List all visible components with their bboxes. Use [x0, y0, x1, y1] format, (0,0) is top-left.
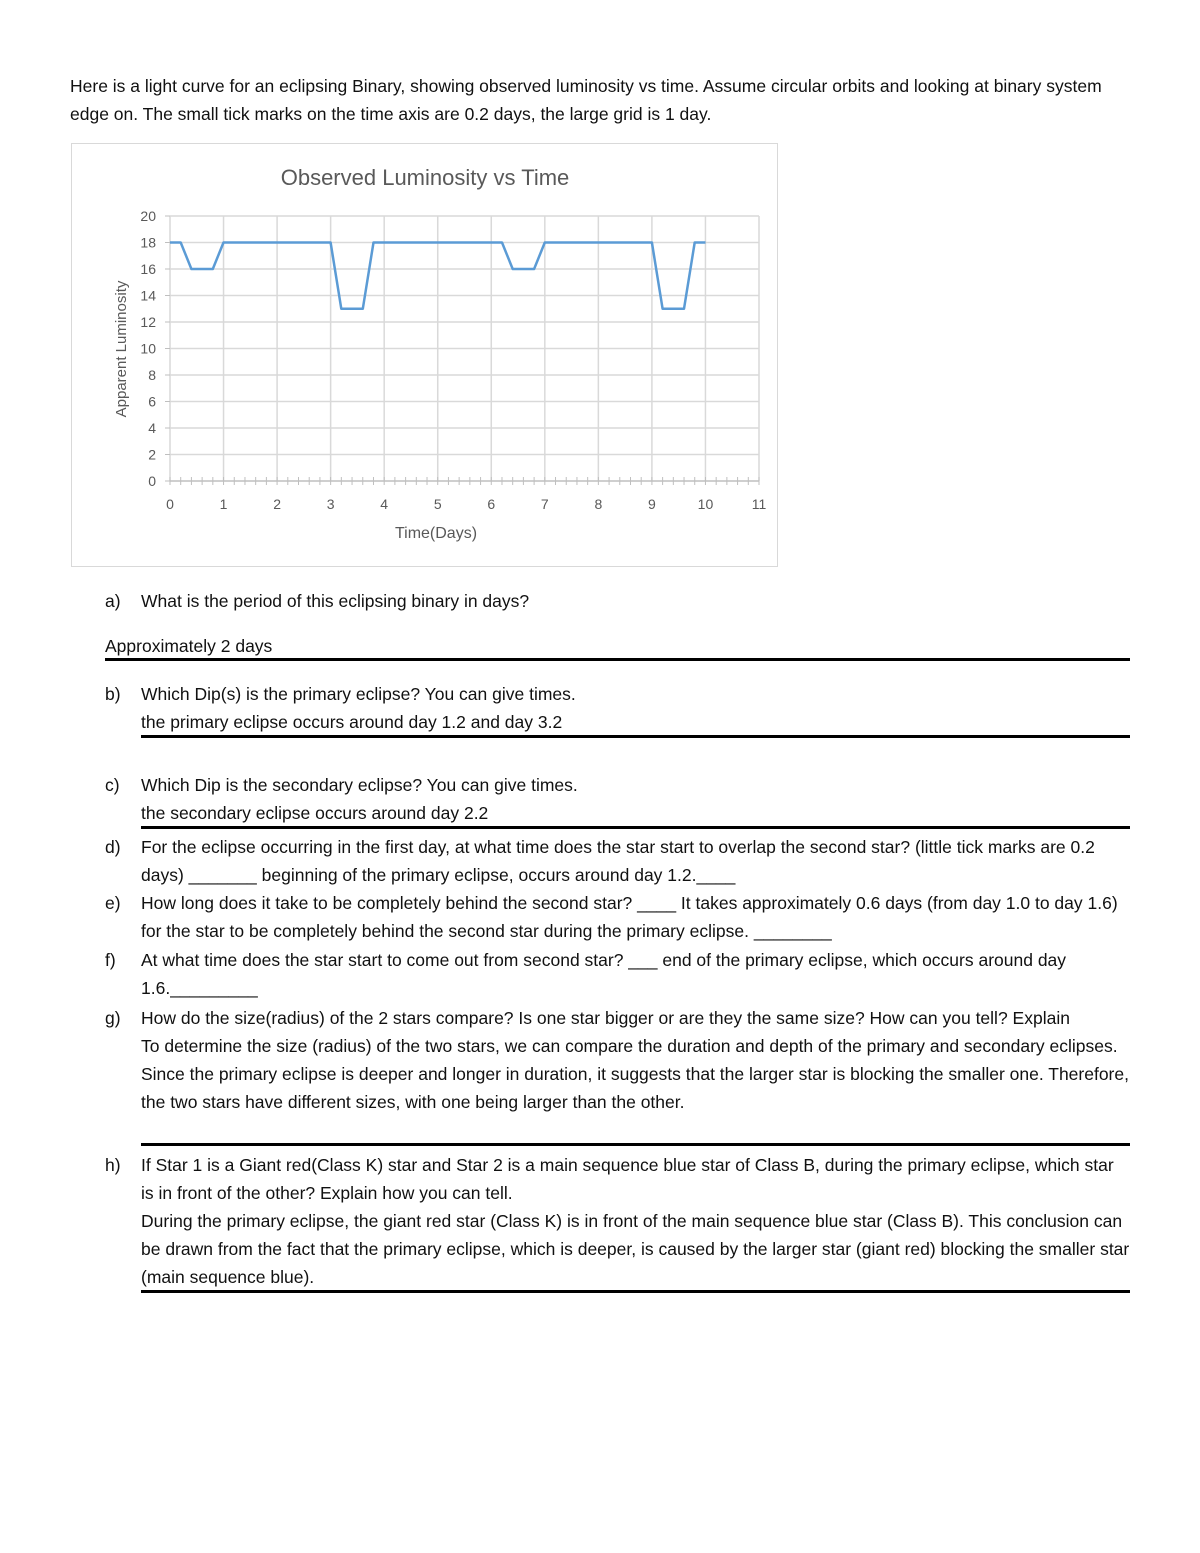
chart-y-axis-label: Apparent Luminosity — [113, 280, 130, 418]
question-d-text: For the eclipse occurring in the first day, at what time does the star start to overlap the second star? (little tick marks are 0.2 days) _______ beginning of the primary eclipse, occurs around day 1.2.____ — [141, 837, 1095, 885]
question-a-label: a) — [105, 591, 121, 611]
x-tick-label: 9 — [648, 496, 656, 512]
question-a — [105, 587, 1130, 615]
question-b-text: Which Dip(s) is the primary eclipse? You can give times. — [141, 684, 576, 704]
question-e — [105, 889, 1130, 945]
x-tick-label: 6 — [487, 496, 496, 512]
question-f — [105, 946, 1130, 1002]
question-b — [105, 680, 1130, 736]
y-tick-label: 12 — [140, 314, 156, 330]
question-f-label: f) — [105, 950, 116, 970]
question-g — [105, 1004, 1130, 1116]
x-tick-label: 7 — [540, 496, 549, 512]
answer-h-rule — [141, 1290, 1130, 1293]
intro-text: Here is a light curve for an eclipsing Binary, showing observed luminosity vs time. Assume circular orbits and looking at binary system edge on. The small tick marks on the time axis are 0.2 days, the large grid is 1 day. — [70, 76, 1102, 124]
answer-b-rule — [141, 735, 1130, 738]
question-f-text: At what time does the star start to come out from second star? ___ end of the primary eclipse, which occurs around day 1.6._________ — [141, 950, 1067, 998]
question-h — [105, 1151, 1130, 1291]
question-c-label: c) — [105, 775, 120, 795]
y-tick-label: 2 — [148, 446, 156, 463]
question-g-text: How do the size(radius) of the 2 stars compare? Is one star bigger or are they the same size? How can you tell? Explain — [141, 1008, 1070, 1028]
question-h-label: h) — [105, 1155, 121, 1175]
y-tick-label: 14 — [140, 287, 156, 304]
x-tick-label: 0 — [166, 496, 174, 512]
y-tick-label: 16 — [140, 261, 156, 277]
x-tick-label: 11 — [751, 496, 767, 512]
question-c-answer: the secondary eclipse occurs around day 2.2 — [141, 803, 489, 823]
question-g-label: g) — [105, 1008, 121, 1028]
y-tick-label: 6 — [148, 393, 156, 410]
answer-a-text: Approximately 2 days — [105, 636, 273, 656]
x-tick-label: 3 — [326, 496, 335, 512]
y-tick-label: 0 — [148, 473, 156, 489]
y-tick-label: 20 — [140, 208, 156, 224]
x-tick-label: 10 — [697, 496, 714, 512]
y-tick-label: 18 — [140, 234, 156, 251]
question-d — [105, 833, 1130, 889]
y-tick-label: 4 — [148, 420, 156, 436]
y-tick-label: 10 — [140, 340, 156, 357]
x-tick-label: 5 — [433, 496, 442, 512]
chart-x-axis-label: Time(Days) — [394, 525, 478, 542]
answer-c-rule — [141, 826, 1130, 829]
question-g-answer: To determine the size (radius) of the two stars, we can compare the duration and depth of the primary and secondary eclipses. Since the primary eclipse is deeper and longer in duration, it suggests that the larger star is blocking the smaller one. Therefore, the two stars have different sizes, with one being larger than the other. — [141, 1036, 1129, 1112]
chart-svg — [72, 144, 779, 568]
question-h-answer: During the primary eclipse, the giant red star (Class K) is in front of the main sequence blue star (Class B). This conclusion can be drawn from the fact that the primary eclipse, which is deeper, is caused by the larger star (giant red) blocking the smaller star (main sequence blue). — [141, 1211, 1130, 1287]
question-h-text: If Star 1 is a Giant red(Class K) star and Star 2 is a main sequence blue star of Class B, during the primary eclipse, which star is in front of the other? Explain how you can tell. — [141, 1155, 1114, 1203]
x-tick-label: 2 — [273, 496, 281, 512]
question-b-label: b) — [105, 684, 121, 704]
question-e-text: How long does it take to be completely behind the second star? ____ It takes approximately 0.6 days (from day 1.0 to day 1.6) for the star to be completely behind the second star during the primary eclipse. ________ — [141, 893, 1118, 941]
answer-a — [105, 632, 1130, 660]
x-tick-label: 4 — [380, 496, 389, 512]
light-curve-chart — [71, 143, 778, 567]
answer-g-rule — [141, 1143, 1130, 1146]
question-a-text: What is the period of this eclipsing binary in days? — [141, 591, 530, 611]
x-tick-label: 1 — [219, 496, 228, 512]
answer-a-rule — [105, 658, 1130, 661]
chart-title: Observed Luminosity vs Time — [280, 165, 570, 190]
x-tick-label: 8 — [594, 496, 603, 512]
y-tick-label: 8 — [148, 367, 156, 383]
question-c — [105, 771, 1130, 827]
question-e-label: e) — [105, 893, 121, 913]
question-c-text: Which Dip is the secondary eclipse? You can give times. — [141, 775, 578, 795]
question-d-label: d) — [105, 837, 121, 857]
question-b-answer: the primary eclipse occurs around day 1.2 and day 3.2 — [141, 712, 563, 732]
